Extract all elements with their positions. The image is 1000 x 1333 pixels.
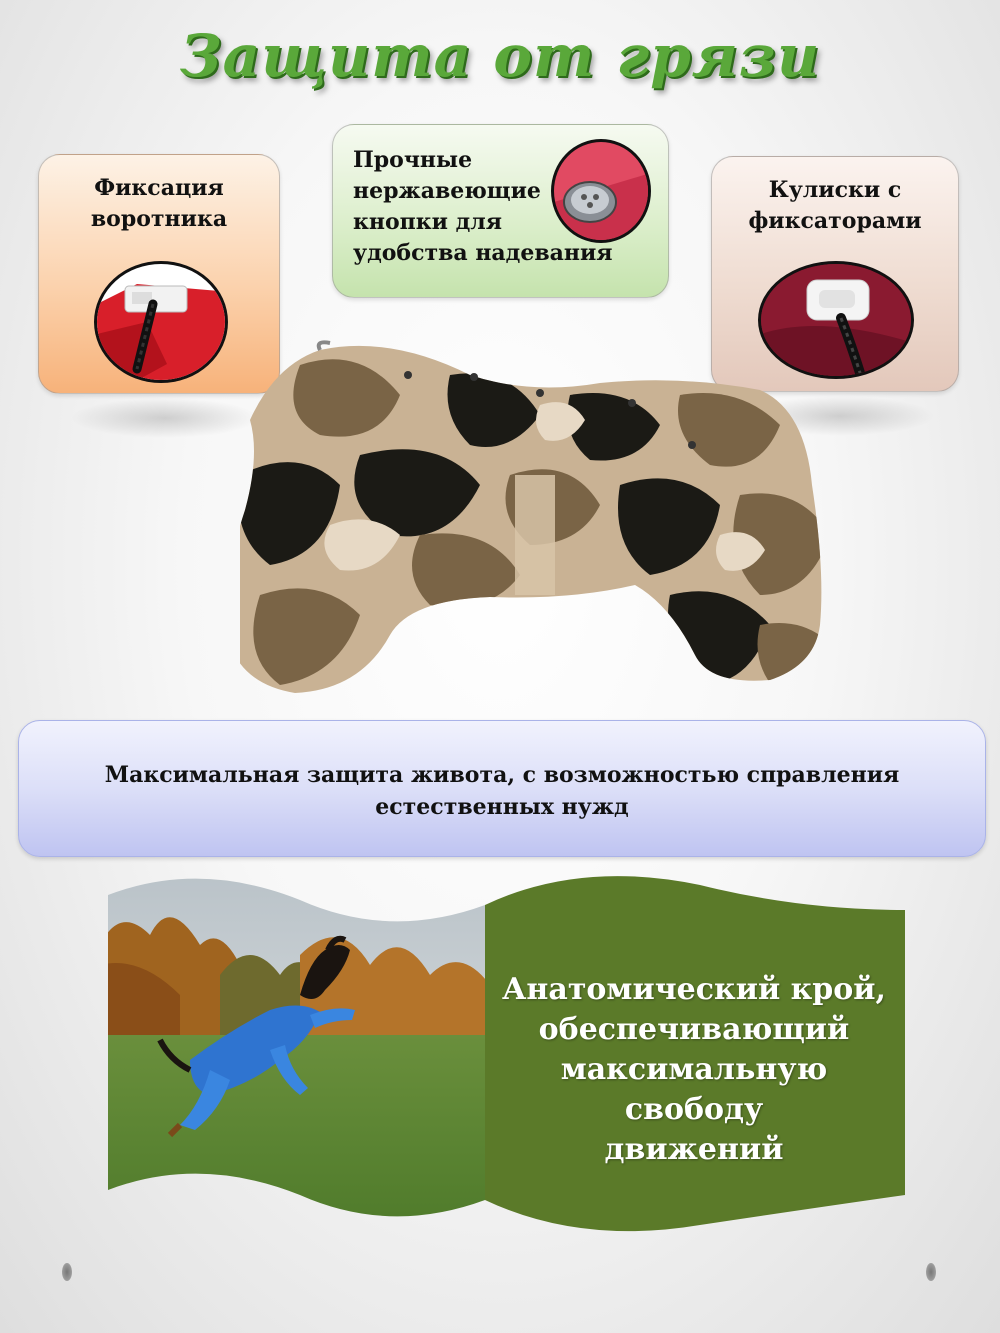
page-title: Защита от грязи xyxy=(179,22,821,90)
card-reflection xyxy=(70,398,260,438)
feature-buttons-line4: удобства надевания xyxy=(353,240,613,266)
feature-collar-line1: Фиксация xyxy=(94,175,224,201)
snap-button-photo xyxy=(551,139,651,243)
banner-line1: Максимальная защита живота, с возможностью справления xyxy=(104,762,900,788)
feature-drawstring-line2: фиксаторами xyxy=(748,208,922,234)
feature-buttons-line3: кнопки для xyxy=(353,209,503,235)
banner-line2: естественных нужд xyxy=(375,794,629,820)
feature-card-buttons xyxy=(332,124,669,298)
wave-line3: максимальную свободу xyxy=(560,1052,828,1127)
decorative-dot-right xyxy=(926,1263,936,1281)
feature-collar-line2: воротника xyxy=(90,206,228,232)
anatomical-cut-text xyxy=(488,970,900,1170)
wave-line4: движений xyxy=(604,1132,784,1167)
belly-protection-banner xyxy=(18,720,986,857)
feature-drawstring-line1: Кулиски с xyxy=(768,177,902,203)
wave-line2: обеспечивающий xyxy=(538,1012,850,1047)
collar-detail-photo xyxy=(94,261,228,383)
feature-buttons-line2: нержавеющие xyxy=(353,178,541,204)
feature-buttons-line1: Прочные xyxy=(353,147,473,173)
camo-overall-illustration xyxy=(240,335,830,700)
wave-line1: Анатомический крой, xyxy=(501,972,886,1007)
decorative-dot-left xyxy=(62,1263,72,1281)
